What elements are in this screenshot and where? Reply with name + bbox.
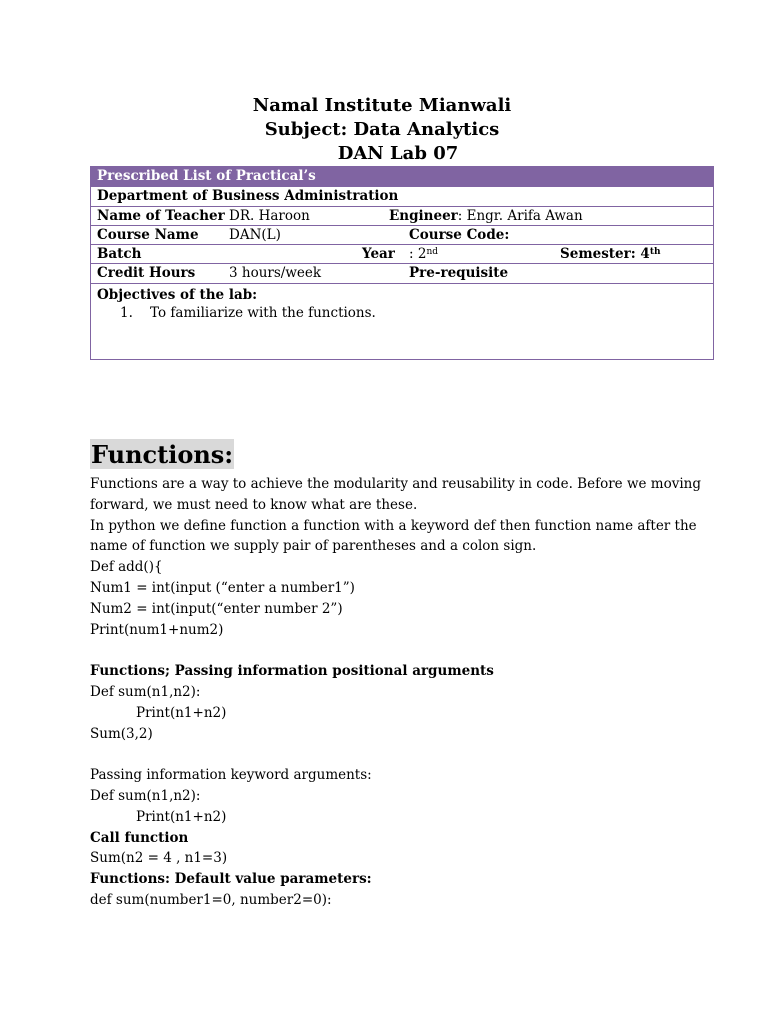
year-label: Year — [362, 246, 395, 262]
code-line: Num1 = int(input (“enter a number1”) — [90, 579, 355, 596]
table-row-credit — [91, 264, 713, 284]
body-content — [90, 474, 701, 911]
credit-hours-label: Credit Hours — [97, 265, 196, 281]
text-line: forward, we must need to know what are these. — [90, 496, 418, 513]
subheading-default-parameters: Functions: Default value parameters: — [90, 871, 372, 888]
year-superscript: nd — [426, 247, 438, 257]
code-line-indented: Print(n1+n2) — [136, 704, 227, 721]
year-value: : 2 — [409, 246, 427, 262]
semester-superscript: th — [649, 247, 661, 257]
objective-text: To familiarize with the functions. — [150, 305, 376, 321]
code-line: Def sum(n1,n2): — [90, 787, 201, 804]
text-line: Passing information keyword arguments: — [90, 767, 372, 784]
teacher-label: Name of Teacher — [97, 208, 225, 224]
section-heading: Functions: — [91, 440, 234, 469]
course-name-value: DAN(L) — [229, 227, 281, 243]
teacher-value: DR. Haroon — [229, 208, 310, 224]
engineer-label: Engineer — [389, 208, 458, 224]
code-line: def sum(number1=0, number2=0): — [90, 891, 332, 908]
lab-title: DAN Lab 07 — [337, 143, 459, 164]
course-name-label: Course Name — [97, 227, 199, 243]
text-line: Functions are a way to achieve the modularity and reusability in code. Before we moving — [90, 476, 702, 492]
table-row-course — [91, 226, 713, 245]
text-line: In python we define function a function with a keyword def then function name after the — [90, 517, 697, 534]
prerequisite-label: Pre-requisite — [409, 265, 509, 281]
department-label: Department of Business Administration — [97, 188, 399, 204]
engineer-value: : Engr. Arifa Awan — [457, 208, 583, 224]
subject-title: Subject: Data Analytics — [264, 119, 500, 140]
objectives-label: Objectives of the lab: — [97, 287, 258, 303]
table-header-row — [91, 167, 713, 187]
objective-item: 1. To familiarize with the functions. — [120, 305, 376, 321]
code-line-indented: Print(n1+n2) — [136, 808, 227, 825]
blank-line — [90, 640, 701, 661]
code-line: Def add(){ — [90, 559, 163, 576]
text-line: name of function we supply pair of parentheses and a colon sign. — [90, 538, 537, 555]
code-line: Def sum(n1,n2): — [90, 683, 201, 700]
subheading-call-function: Call function — [90, 829, 189, 846]
blank-line — [90, 744, 701, 765]
batch-label: Batch — [97, 246, 142, 262]
credit-hours-value: 3 hours/week — [229, 265, 322, 281]
table-row-teacher — [91, 207, 713, 226]
institute-title: Namal Institute Mianwali — [252, 95, 512, 116]
code-line: Sum(3,2) — [90, 725, 153, 742]
code-line: Sum(n2 = 4 , n1=3) — [90, 850, 228, 867]
subheading-positional-arguments: Functions; Passing information positional arguments — [90, 663, 494, 680]
table-title: Prescribed List of Practical’s — [97, 168, 316, 184]
code-line: Print(num1+num2) — [90, 621, 224, 638]
table-row-batch — [91, 245, 713, 264]
course-code-label: Course Code: — [409, 227, 510, 243]
code-line: Num2 = int(input(“enter number 2”) — [90, 600, 343, 617]
semester-label: Semester: 4 — [560, 246, 650, 262]
course-info-table — [90, 166, 714, 360]
table-row-department — [91, 187, 713, 207]
